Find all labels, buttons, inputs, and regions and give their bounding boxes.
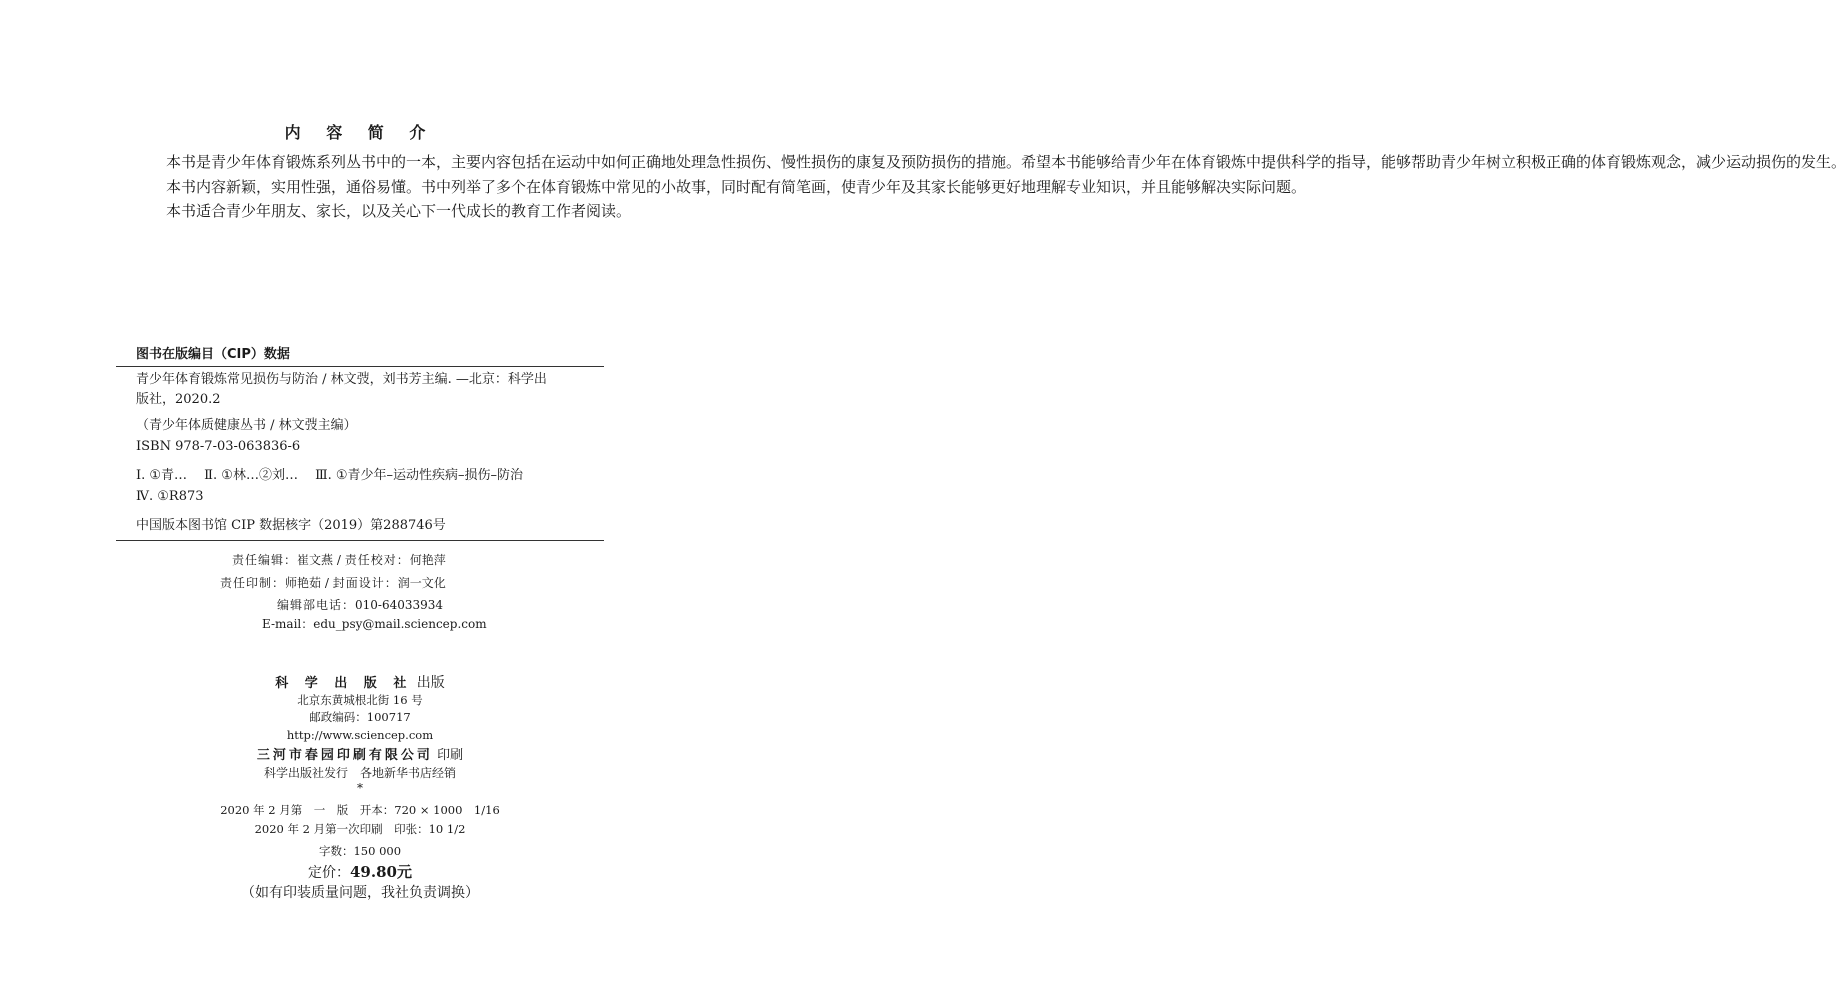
cip-entry-line: 青少年体育锻炼常见损伤与防治 / 林文弢，刘书芳主编. —北京：科学出: [136, 372, 547, 387]
email-credit: [262, 615, 487, 632]
editor-name: 崔文燕: [297, 553, 334, 567]
cip-entry: [136, 370, 547, 410]
phone-credit: [277, 596, 443, 613]
word-count: 字数：150 000: [318, 844, 402, 858]
proof-label: 责任校对：: [344, 553, 410, 567]
printer-line: [0, 744, 720, 763]
intro-paragraph: 本书是青少年体育锻炼系列丛书中的一本，主要内容包括在运动中如何正确地处理急性损伤、慢性损伤的康复及预防损伤的措施。希望本书能够给青少年在体育锻炼中提供科学的指导，能够帮助青少年树立积极正确的体育锻炼观念，减少运动损伤的发生。: [166, 153, 1846, 171]
price-value: 49.80元: [350, 863, 412, 881]
cip-heading: 图书在版编目（CIP）数据: [136, 347, 290, 362]
cip-library-record: 中国版本图书馆 CIP 数据核字（2019）第288746号: [136, 518, 446, 533]
email-address: edu_psy@mail.sciencep.com: [313, 617, 487, 631]
edition-line: 2020 年 2 月第 一 版 开本：720 × 1000 1/16: [220, 803, 500, 817]
phone-label: 编辑部电话：: [277, 598, 356, 612]
publish-suffix: 出版: [416, 675, 445, 691]
design-label: 封面设计：: [332, 576, 398, 590]
publisher-address: 北京东黄城根北街 16 号: [297, 693, 423, 707]
print-supervisor-name: 师艳茹: [285, 576, 322, 590]
price-label: 定价：: [308, 865, 350, 881]
publisher-website: http://www.sciencep.com: [286, 728, 434, 742]
distribution-line: 科学出版社发行 各地新华书店经销: [263, 766, 456, 780]
editor-credit: 责任编辑：崔文燕 / 责任校对：何艳萍: [232, 553, 446, 567]
publisher-line: [0, 672, 720, 692]
designer-name: 润一文化: [397, 576, 446, 590]
production-credit: 责任印制：师艳茹 / 封面设计：润一文化: [220, 576, 446, 590]
proofreader-name: 何艳萍: [409, 553, 446, 567]
divider: [116, 366, 604, 367]
publisher-postcode: 邮政编码：100717: [309, 710, 411, 724]
intro-text: [136, 150, 1846, 224]
divider: [116, 540, 604, 541]
editor-label: 责任编辑：: [232, 553, 298, 567]
quality-notice: （如有印装质量问题，我社负责调换）: [241, 885, 479, 901]
phone-number: 010-64033934: [355, 598, 444, 612]
printer-suffix: 印刷: [437, 748, 464, 763]
separator-mark: *: [357, 781, 363, 795]
price-line: [0, 861, 720, 882]
intro-paragraph: 本书内容新颖，实用性强，通俗易懂。书中列举了多个在体育锻炼中常见的小故事，同时配有简笔画，使青少年及其家长能够更好地理解专业知识，并且能够解决实际问题。: [166, 177, 1307, 196]
cip-series: （青少年体质健康丛书 / 林文弢主编）: [136, 418, 357, 433]
section-title: 内 容 简 介: [284, 123, 436, 142]
printer-name: 三河市春园印刷有限公司: [256, 748, 433, 763]
cip-entry-line: 版社，2020.2: [136, 392, 221, 407]
intro-paragraph: 本书适合青少年朋友、家长，以及关心下一代成长的教育工作者阅读。: [166, 202, 632, 221]
cip-classification-line: Ⅰ. ①青… Ⅱ. ①林…②刘… Ⅲ. ①青少年–运动性疾病–损伤–防治: [136, 468, 524, 483]
cip-classification-line: Ⅳ. ①R873: [136, 489, 204, 504]
cip-classification: [136, 465, 523, 507]
printing-line: 2020 年 2 月第一次印刷 印张：10 1/2: [254, 822, 466, 836]
print-label: 责任印制：: [220, 576, 286, 590]
email-label: E-mail：: [262, 617, 314, 631]
publisher-logo-text: 科 学 出 版 社: [275, 676, 413, 691]
cip-isbn: ISBN 978-7-03-063836-6: [136, 439, 301, 454]
